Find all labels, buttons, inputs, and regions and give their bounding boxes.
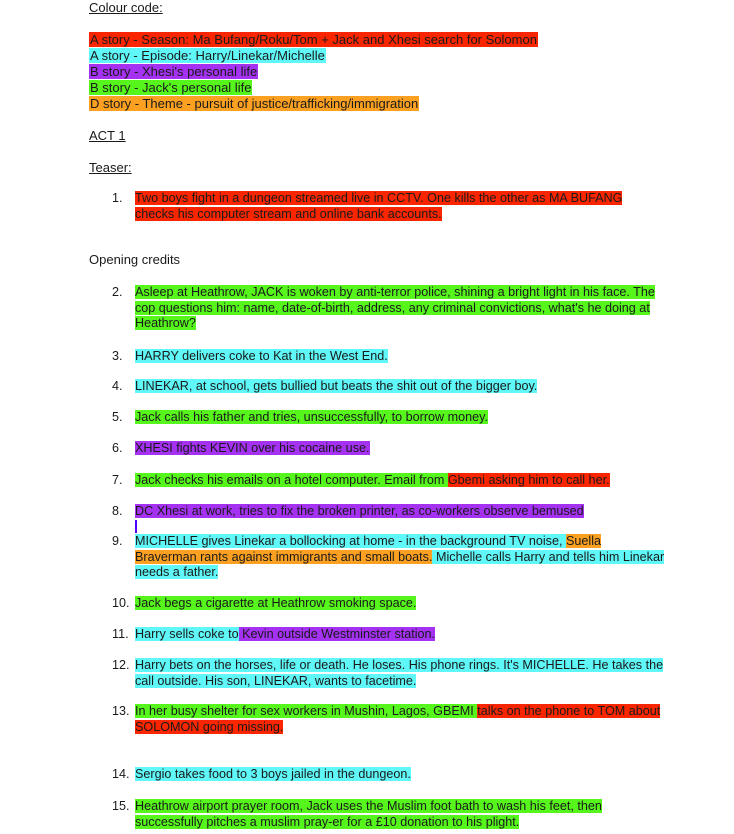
highlight-segment: In her busy shelter for sex workers in Mushin, Lagos, GBEMI bbox=[135, 704, 478, 718]
scene-text bbox=[135, 191, 665, 222]
highlight-segment: MICHELLE gives Linekar a bollocking at home - in the background TV noise, bbox=[135, 534, 566, 548]
highlight-segment: Sergio takes food to 3 boys jailed in the dungeon. bbox=[135, 767, 411, 781]
highlight-segment: Gbemi asking him to call her. bbox=[447, 473, 610, 487]
scene-text bbox=[135, 627, 665, 643]
highlight-segment: Jack checks his emails on a hotel computer. Email from bbox=[135, 473, 448, 487]
highlight-segment: LINEKAR, at school, gets bullied but beats the shit out of the bigger boy. bbox=[135, 379, 538, 393]
scene-text bbox=[135, 410, 665, 426]
legend-line-a-season bbox=[89, 32, 538, 48]
highlight-segment: Heathrow airport prayer room, Jack uses the Muslim foot bath to wash his feet, then successfully pitches a muslim pray-er for a £10 donation to his plight. bbox=[135, 799, 602, 829]
highlight-segment: Jack begs a cigarette at Heathrow smoking space. bbox=[135, 596, 417, 610]
highlight-segment: Suella Braverman rants against immigrants and small boats. bbox=[135, 534, 602, 564]
highlight-segment: XHESI fights KEVIN over his cocaine use. bbox=[135, 441, 370, 455]
highlight-segment: DC Xhesi at work, tries to fix the broken printer, as co-workers observe bemused bbox=[135, 504, 584, 518]
scene-number: 10. bbox=[112, 596, 130, 610]
scene-number: 14. bbox=[112, 767, 130, 781]
scene-number: 8. bbox=[112, 504, 123, 518]
scene-text bbox=[135, 534, 665, 581]
scene-text bbox=[135, 767, 665, 783]
highlight-segment: Michelle calls Harry and tells him Linekar needs a father. bbox=[135, 549, 665, 579]
highlight-segment: Harry bets on the horses, life or death. He loses. His phone rings. It's MICHELLE. He takes the call outside. His son, LINEKAR, wants to facetime. bbox=[135, 658, 664, 688]
legend-text: A story - Episode: Harry/Linekar/Michelle bbox=[90, 48, 325, 63]
legend-line-b-jack bbox=[89, 80, 252, 96]
highlight-segment: Kevin outside Westminster station. bbox=[238, 627, 436, 641]
legend-text: D story - Theme - pursuit of justice/trafficking/immigration bbox=[90, 96, 419, 111]
scene-text bbox=[135, 596, 665, 612]
scene-number: 2. bbox=[112, 285, 123, 299]
text-cursor bbox=[135, 520, 137, 533]
scene-text bbox=[135, 473, 665, 489]
highlight-segment: talks on the phone to TOM about SOLOMON going missing. bbox=[135, 704, 661, 734]
highlight-segment: Harry sells coke to bbox=[135, 627, 239, 641]
scene-text bbox=[135, 285, 665, 332]
scene-number: 11. bbox=[112, 627, 129, 641]
legend-line-b-xhesi bbox=[89, 64, 258, 80]
highlight-segment: Jack calls his father and tries, unsuccessfully, to borrow money. bbox=[135, 410, 489, 424]
legend-line-d-theme bbox=[89, 96, 419, 112]
highlight-segment: Asleep at Heathrow, JACK is woken by anti-terror police, shining a bright light in his face. The cop questions him: name, date-of-birth, address, any criminal convictions, what's he doing at Heathrow? bbox=[135, 285, 655, 330]
legend-text: B story - Xhesi's personal life bbox=[90, 64, 258, 79]
scene-number: 3. bbox=[112, 349, 123, 363]
scene-number: 9. bbox=[112, 534, 123, 548]
scene-text bbox=[135, 704, 665, 735]
scene-text bbox=[135, 349, 665, 365]
scene-number: 13. bbox=[112, 704, 130, 718]
scene-text bbox=[135, 799, 665, 830]
colour-code-title: Colour code: bbox=[89, 0, 163, 15]
scene-text bbox=[135, 379, 665, 395]
teaser-heading: Teaser: bbox=[89, 160, 132, 175]
scene-number: 4. bbox=[112, 379, 123, 393]
scene-text bbox=[135, 658, 665, 689]
legend-text: B story - Jack's personal life bbox=[90, 80, 252, 95]
scene-number: 12. bbox=[112, 658, 130, 672]
highlight-segment: HARRY delivers coke to Kat in the West End. bbox=[135, 349, 388, 363]
legend-text: A story - Season: Ma Bufang/Roku/Tom + Jack and Xhesi search for Solomon bbox=[90, 32, 537, 47]
scene-number: 6. bbox=[112, 441, 123, 455]
act-heading: ACT 1 bbox=[89, 128, 126, 143]
legend-line-a-episode bbox=[89, 48, 326, 64]
scene-number: 1. bbox=[112, 191, 123, 205]
scene-number: 7. bbox=[112, 473, 123, 487]
scene-number: 15. bbox=[112, 799, 130, 813]
scene-text bbox=[135, 441, 665, 457]
highlight-segment: Two boys fight in a dungeon streamed live in CCTV. One kills the other as MA BUFANG checks his computer stream and online bank accounts. bbox=[135, 191, 623, 221]
scene-text bbox=[135, 504, 665, 535]
scene-number: 5. bbox=[112, 410, 123, 424]
opening-credits-heading: Opening credits bbox=[89, 252, 181, 267]
